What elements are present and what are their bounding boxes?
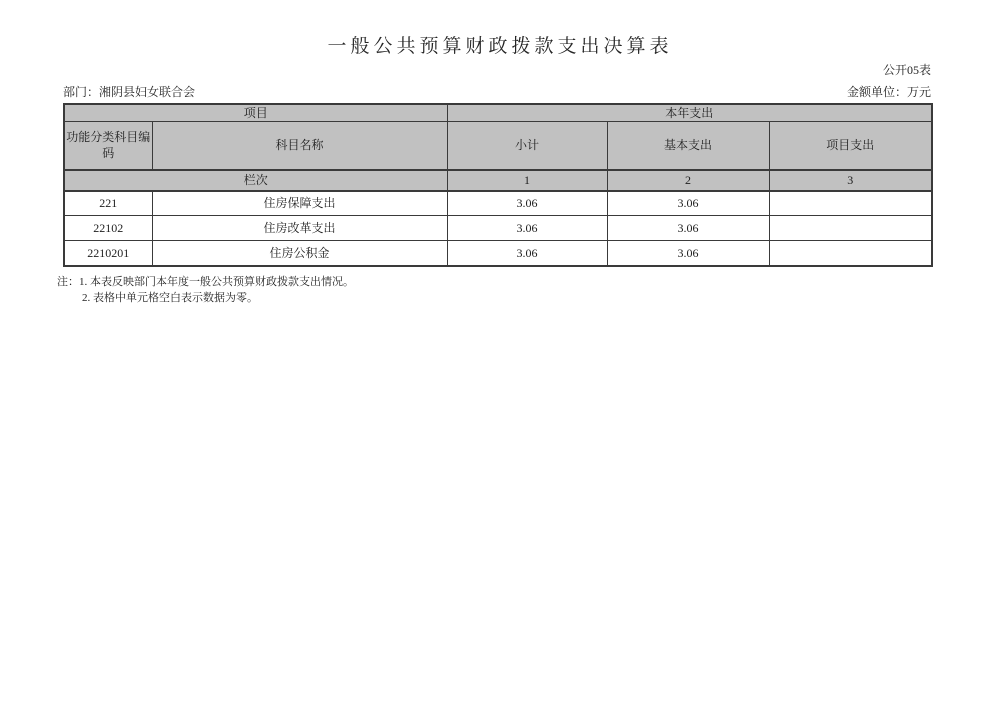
cell-subtotal: 3.06 — [447, 191, 607, 216]
cell-subtotal: 3.06 — [447, 216, 607, 241]
note-line-1: 注：1. 本表反映部门本年度一般公共预算财政拨款支出情况。 — [57, 276, 354, 288]
table-column-header-row — [64, 122, 932, 170]
header-group-current-year-expenditure: 本年支出 — [447, 104, 932, 122]
header-col-subtotal: 小计 — [447, 122, 607, 170]
header-col-project-expenditure: 项目支出 — [769, 122, 932, 170]
cell-subject-name: 住房改革支出 — [152, 216, 447, 241]
header-group-project: 项目 — [64, 104, 447, 122]
cell-basic-expenditure: 3.06 — [607, 191, 769, 216]
meta-row — [63, 83, 931, 100]
table-code-label: 公开05表 — [882, 63, 931, 77]
unit-label: 金额单位：万元 — [846, 85, 931, 99]
cell-subject-name: 住房保障支出 — [152, 191, 447, 216]
column-index-3: 3 — [769, 170, 932, 191]
table-group-header-row — [64, 104, 932, 122]
cell-subtotal: 3.06 — [447, 241, 607, 266]
table-row — [64, 216, 932, 241]
expenditure-table — [63, 103, 933, 267]
column-index-1: 1 — [447, 170, 607, 191]
header-col-function-code: 功能分类科目编码 — [64, 122, 152, 170]
cell-basic-expenditure: 3.06 — [607, 241, 769, 266]
page-title: 一般公共预算财政拨款支出决算表 — [327, 36, 673, 57]
cell-function-code: 22102 — [64, 216, 152, 241]
cell-function-code: 2210201 — [64, 241, 152, 266]
note-line-2: 2. 表格中单元格空白表示数据为零。 — [82, 291, 258, 304]
column-index-label: 栏次 — [64, 170, 447, 191]
cell-project-expenditure — [769, 191, 932, 216]
cell-project-expenditure — [769, 216, 932, 241]
header-col-subject-name: 科目名称 — [152, 122, 447, 170]
cell-basic-expenditure: 3.06 — [607, 216, 769, 241]
department-label: 部门：湘阴县妇女联合会 — [63, 85, 196, 99]
cell-subject-name: 住房公积金 — [152, 241, 447, 266]
table-row — [64, 241, 932, 266]
header-col-basic-expenditure: 基本支出 — [607, 122, 769, 170]
column-index-2: 2 — [607, 170, 769, 191]
cell-project-expenditure — [769, 241, 932, 266]
cell-function-code: 221 — [64, 191, 152, 216]
table-row — [64, 191, 932, 216]
footnotes — [57, 275, 354, 306]
column-index-row — [64, 170, 932, 191]
